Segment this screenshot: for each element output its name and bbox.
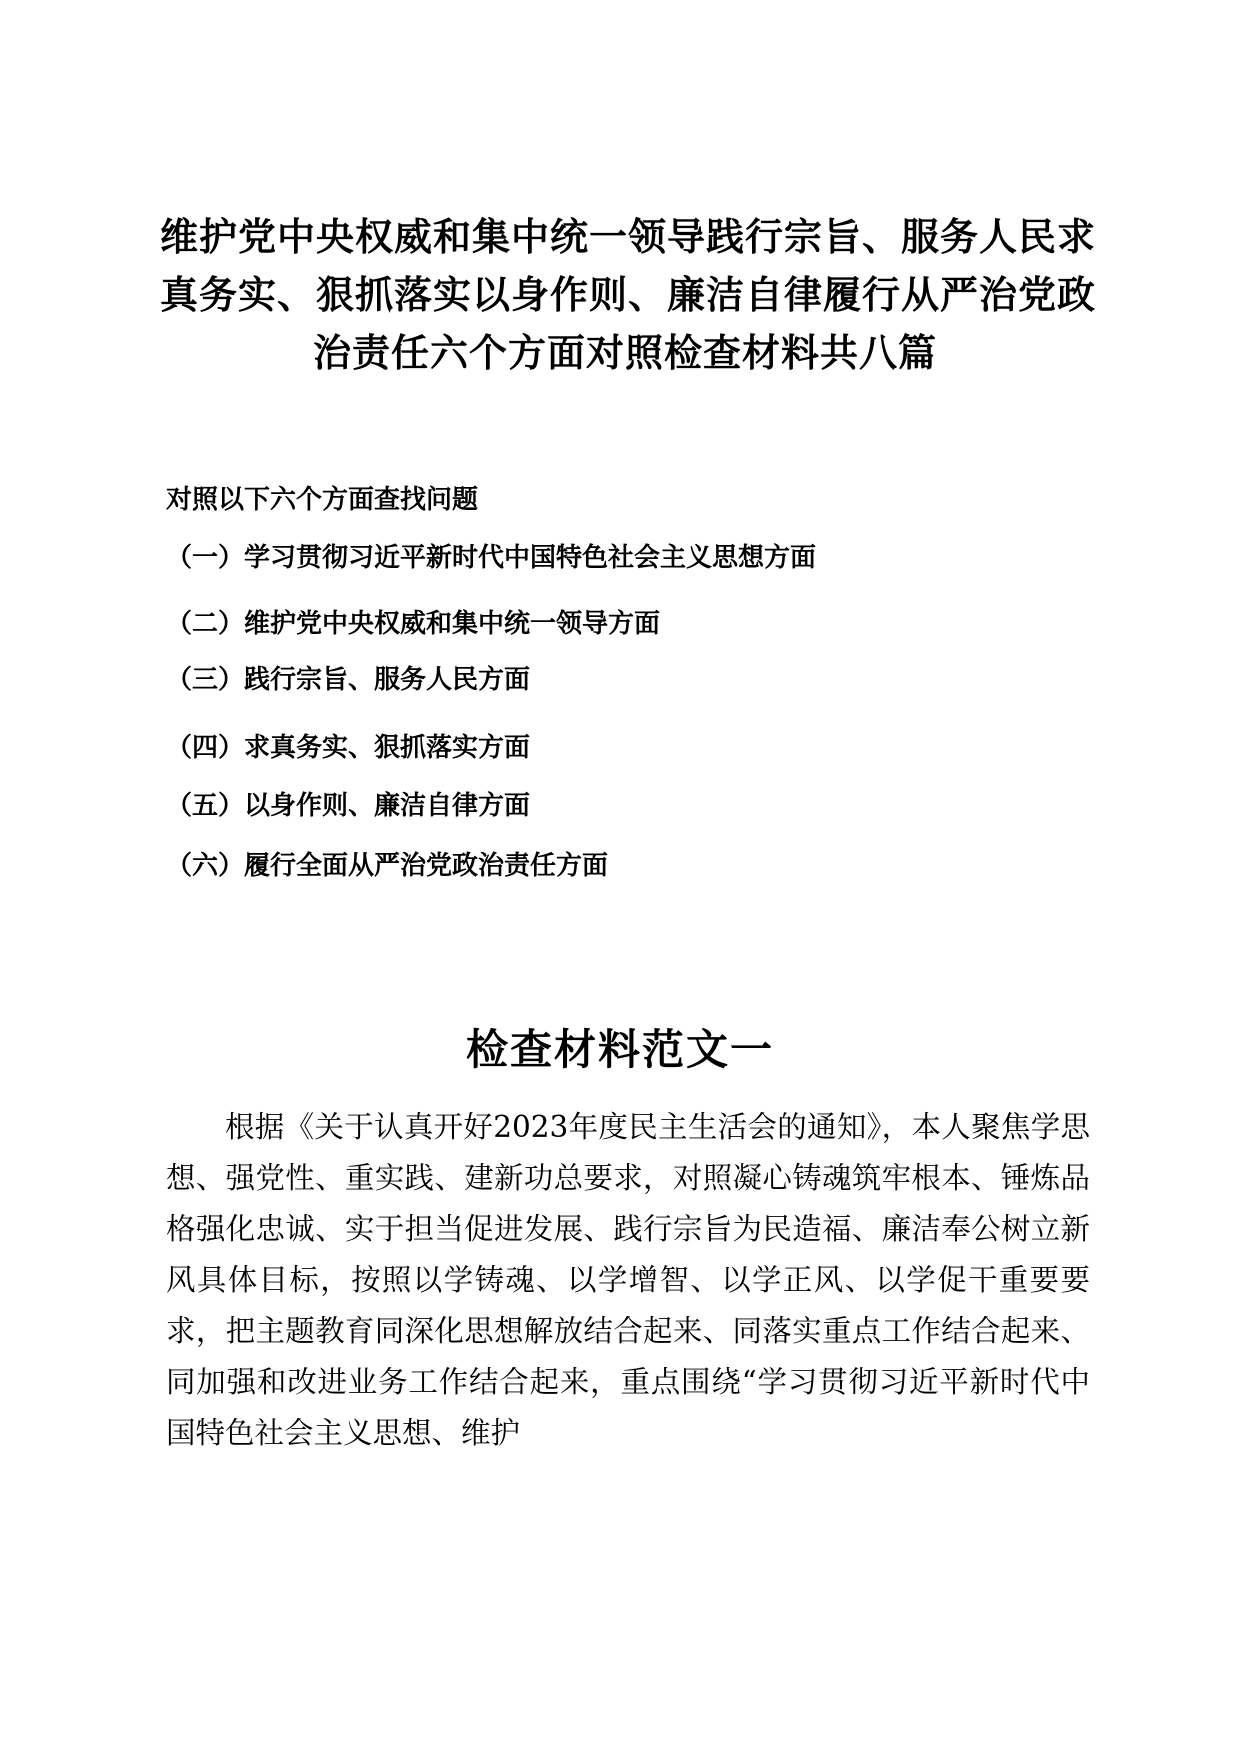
body-paragraph: 根据《关于认真开好2023年度民主生活会的通知》，本人聚焦学思想、强党性、重实践、建新功总要求，对照凝心铸魂筑牢根本、锤炼品格强化忠诚、实于担当促进发展、践行宗旨为民造福、廉洁奉公树立新风具体目标，按照以学铸魂、以学增智、以学正风、以学促干重要要求，把主题教育同深化思想解放结合起来、同落实重点工作结合起来、同加强和改进业务工作结合起来，重点围绕“学习贯彻习近平新时代中国特色社会主义思想、维护: [166, 1110, 1090, 1450]
aspect-item-5: （五）以身作则、廉洁自律方面: [166, 791, 531, 821]
aspect-item-4: （四）求真务实、狠抓落实方面: [166, 733, 531, 763]
aspect-item-3: （三）践行宗旨、服务人民方面: [166, 665, 531, 695]
title-line-3: 治责任六个方面对照检查材料共八篇: [312, 331, 937, 375]
document-title: [160, 208, 1097, 382]
aspects-heading: 对照以下六个方面查找问题: [166, 485, 479, 515]
aspect-item-1: （一）学习贯彻习近平新时代中国特色社会主义思想方面: [166, 543, 817, 573]
title-line-2: 真务实、狠抓落实以身作则、廉洁自律履行从严治党政: [160, 273, 1097, 317]
section-title: 检查材料范文一: [465, 1025, 774, 1074]
aspect-item-6: （六）履行全面从严治党政治责任方面: [166, 851, 609, 881]
title-line-1: 维护党中央权威和集中统一领导践行宗旨、服务人民求: [160, 215, 1097, 259]
aspect-item-2: （二）维护党中央权威和集中统一领导方面: [166, 609, 661, 639]
